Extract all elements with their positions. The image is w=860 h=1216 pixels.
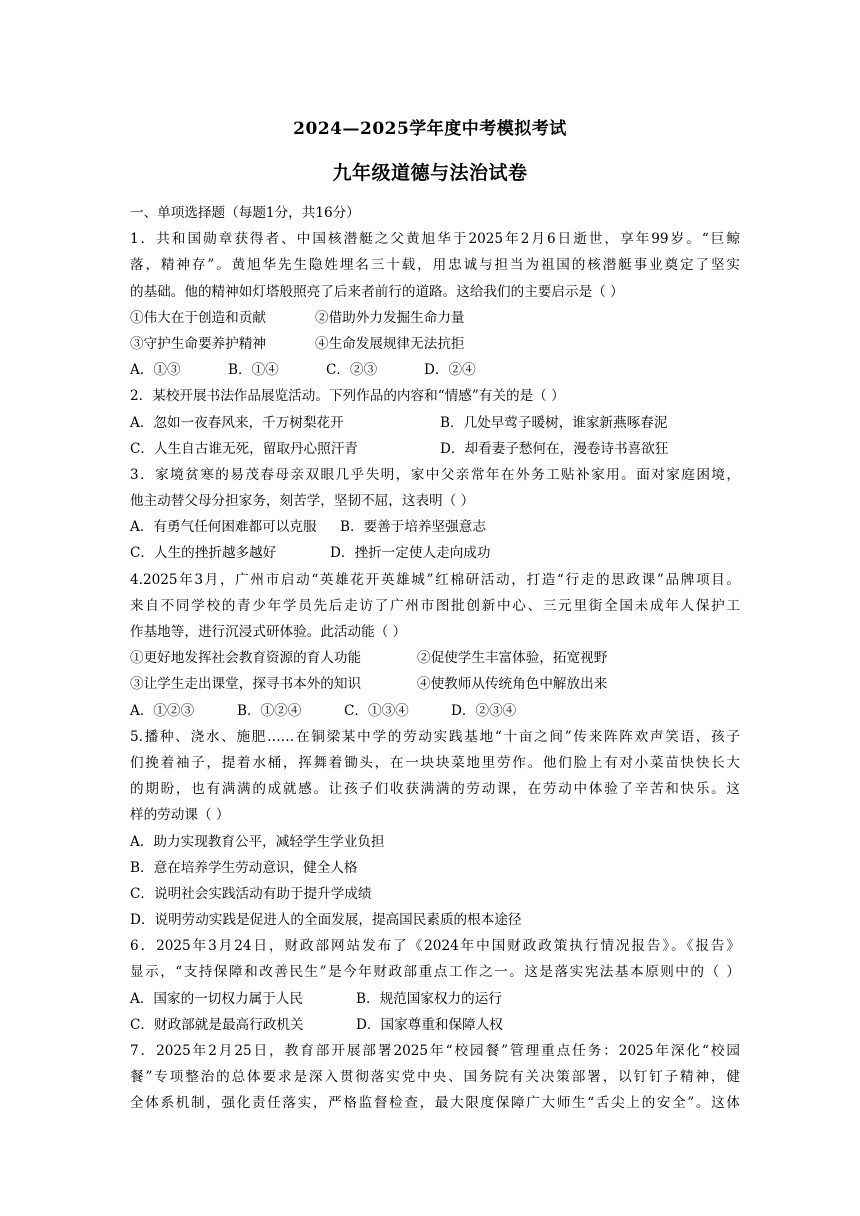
q1-stem-line-2: 落，精神存”。黄旭华先生隐姓埋名三十载，用忠诚与担当为祖国的核潜艇事业奠定了坚实: [130, 257, 740, 274]
q4-statements-row-2: [130, 671, 740, 697]
q4-option-c: C．①③④: [344, 702, 409, 719]
q4-option-b: B．①②④: [237, 702, 302, 719]
q4-option-d: D．②③④: [451, 702, 517, 719]
q7-stem-line-3: 全体系机制，强化责任落实，严格监督检查，最大限度保障广大师生“舌尖上的安全”。这体: [130, 1095, 740, 1112]
q3-stem-line-2: 他主动替父母分担家务，刻苦学，坚韧不屈，这表明（ ）: [130, 493, 475, 510]
q1-statement-2: ②借助外力发掘生命力量: [315, 309, 465, 326]
q6-option-b: B．规范国家权力的运行: [356, 990, 502, 1007]
q3-option-a: A．有勇气任何困难都可以克服: [130, 519, 317, 536]
q5-stem-line-4: 样的劳动课（ ）: [130, 807, 230, 824]
q1-stem-line-3: 的基础。他的精神如灯塔般照亮了后来者前行的道路。这给我们的主要启示是（ ）: [130, 283, 624, 300]
q1-stem-line-1: 1．共和国勋章获得者、中国核潜艇之父黄旭华于2025年2月6日逝世，享年99岁。“巨鲸: [130, 231, 740, 248]
q6-option-d: D．国家尊重和保障人权: [356, 1016, 503, 1033]
q1-statement-1: ①伟大在于创造和贡献: [130, 309, 266, 326]
q4-options: [130, 698, 740, 724]
q3-option-b: B．要善于培养坚强意志: [340, 519, 486, 536]
q6-stem-line-2: 显示，“支持保障和改善民生”是今年财政部重点工作之一。这是落实宪法基本原则中的（ ）: [130, 964, 740, 981]
q3-stem-line-1: 3．家境贫寒的易茂春母亲双眼几乎失明，家中父亲常年在外务工贴补家用。面对家庭困境，: [130, 466, 740, 483]
q2-option-a: A．忽如一夜春风来，千万树梨花开: [130, 414, 344, 431]
q1-option-d: D．②④: [424, 362, 476, 379]
q2-option-b: B．几处早莺子暖树，谁家新燕啄春泥: [440, 414, 668, 431]
q4-stem-line-2: 来自不同学校的青少年学员先后走访了广州市图批创新中心、三元里街全国未成年人保护工: [130, 597, 740, 614]
q4-statement-4: ④使教师从传统角色中解放出来: [417, 676, 608, 693]
q3-options-row-1: [130, 514, 740, 540]
q7-stem-line-1: 7．2025年2月25日，教育部开展部署2025年“校园餐”管理重点任务：2025年深化“校园: [130, 1043, 740, 1059]
q6-options-row-2: [130, 1012, 740, 1038]
q1-option-c: C．②③: [326, 362, 378, 379]
q1-statement-4: ④生命发展规律无法抗拒: [315, 335, 465, 352]
q6-stem-line-1: 6．2025年3月24日，财政部网站发布了《2024年中国财政政策执行情况报告》。《报告》: [130, 938, 740, 955]
q4-statement-2: ②促使学生丰富体验，拓宽视野: [417, 650, 608, 667]
q5-option-a: A．助力实现教育公平，减轻学生学业负担: [130, 833, 385, 850]
q1-statement-3: ③守护生命要养护精神: [130, 335, 266, 352]
q5-stem-line-1: 5.播种、浇水、施肥……在铜梁某中学的劳动实践基地“十亩之间”传来阵阵欢声笑语，孩子: [130, 728, 740, 745]
q6-option-a: A．国家的一切权力属于人民: [130, 990, 303, 1007]
q4-statements-row-1: [130, 645, 740, 671]
q4-option-a: A．①②③: [130, 702, 195, 719]
q5-option-c: C．说明社会实践活动有助于提升学成绩: [130, 885, 372, 902]
section-heading: 一、单项选择题（每题1分，共16分）: [130, 205, 360, 221]
exam-subtitle: 九年级道德与法治试卷: [332, 162, 528, 184]
q5-stem-line-3: 的期盼，也有满满的成就感。让孩子们收获满满的劳动课，在劳动中体验了辛苦和快乐。这: [130, 781, 740, 798]
q5-option-b: B．意在培养学生劳动意识，健全人格: [130, 859, 358, 876]
q1-statements-row-2: [130, 331, 740, 357]
q1-option-a: A．①③: [130, 362, 181, 379]
q1-option-b: B．①④: [228, 362, 279, 379]
q3-option-c: C．人生的挫折越多越好: [130, 545, 277, 562]
q3-options-row-2: [130, 540, 740, 566]
q2-stem: 2．某校开展书法作品展览活动。下列作品的内容和“情感”有关的是（ ）: [130, 388, 565, 405]
q1-options: [130, 357, 740, 383]
q4-stem-line-1: 4.2025年3月，广州市启动“英雄花开英雄城”红棉研活动，打造“行走的思政课”品牌项目。: [130, 571, 740, 588]
q4-stem-line-3: 作基地等，进行沉浸式研体验。此活动能（ ）: [130, 624, 407, 640]
q6-options-row-1: [130, 986, 740, 1012]
exam-title: 2024—2025学年度中考模拟考试: [293, 119, 567, 139]
q4-statement-3: ③让学生走出课堂，探寻书本外的知识: [130, 676, 362, 693]
q4-statement-1: ①更好地发挥社会教育资源的育人功能: [130, 650, 362, 667]
q5-stem-line-2: 们挽着袖子，提着水桶，挥舞着锄头，在一块块菜地里劳作。他们脸上有对小菜苗快快长大: [130, 754, 740, 771]
exam-content: [130, 200, 740, 1117]
q5-option-d: D．说明劳动实践是促进人的全面发展，提高国民素质的根本途径: [130, 912, 522, 929]
q2-option-c: C．人生自古谁无死，留取丹心照汗青: [130, 440, 358, 457]
q3-option-d: D．挫折一定使人走向成功: [330, 545, 491, 562]
q2-options-row-2: [130, 436, 740, 462]
q2-options-row-1: [130, 410, 740, 436]
q2-option-d: D．却看妻子愁何在，漫卷诗书喜欲狂: [440, 440, 669, 457]
q7-stem-line-2: 餐”专项整治的总体要求是深入贯彻落实党中央、国务院有关决策部署，以钉钉子精神，健: [130, 1069, 740, 1086]
q1-statements-row-1: [130, 305, 740, 331]
q6-option-c: C．财政部就是最高行政机关: [130, 1016, 304, 1033]
